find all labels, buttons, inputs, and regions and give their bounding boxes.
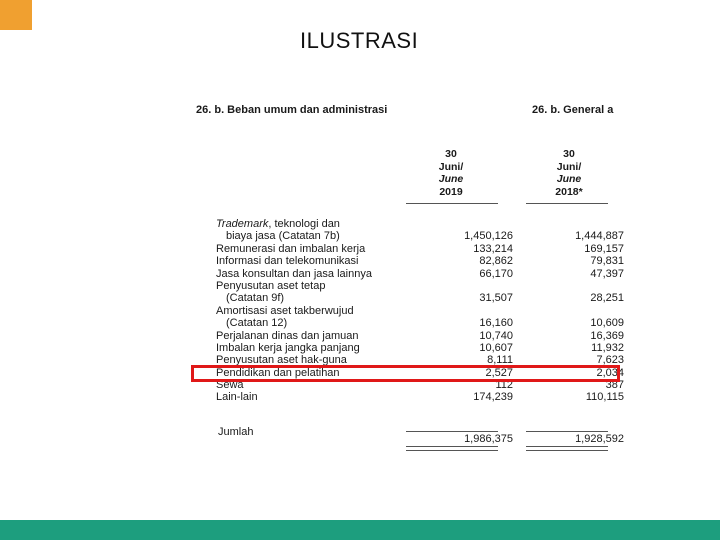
- total-value-2018: 1,928,592: [575, 433, 624, 445]
- table-row: [216, 342, 636, 354]
- row-label: (Catatan 12): [226, 317, 288, 330]
- column-header-line: June: [556, 173, 582, 185]
- note-heading-indonesian: 26. b. Beban umum dan administrasi: [196, 104, 388, 116]
- column-header-year: 2018*: [555, 185, 583, 198]
- column-header-year: 2019: [439, 185, 463, 198]
- table-row: [216, 268, 636, 280]
- table-row: [216, 317, 636, 329]
- value-2018: 169,157: [584, 242, 624, 255]
- total-value-2019: 1,986,375: [464, 433, 513, 445]
- value-2019: 82,862: [479, 255, 513, 268]
- column-header-line: Juni/: [438, 160, 464, 173]
- value-2019: 66,170: [479, 267, 513, 280]
- header-rule: [406, 203, 498, 204]
- table-row: [216, 391, 636, 403]
- value-2018: 47,397: [590, 267, 624, 280]
- value-2018: 28,251: [590, 292, 624, 305]
- value-2019: 10,740: [479, 329, 513, 342]
- row-label: Informasi dan telekomunikasi: [216, 255, 359, 268]
- table-row: [216, 243, 636, 255]
- value-2019: 133,214: [473, 242, 513, 255]
- total-double-rule: [526, 446, 608, 451]
- column-header-line: June: [438, 173, 464, 185]
- financial-statement-excerpt: [196, 104, 636, 454]
- table-row: [216, 280, 636, 292]
- value-2018: 2,034: [596, 366, 624, 379]
- row-label: Lain-lain: [216, 391, 258, 404]
- total-label: Jumlah: [218, 426, 254, 438]
- row-label: Sewa: [216, 379, 244, 392]
- row-label: Perjalanan dinas dan jamuan: [216, 329, 359, 342]
- footer-bar: [0, 520, 720, 540]
- corner-accent: [0, 0, 32, 30]
- value-2018: 387: [605, 379, 624, 392]
- value-2019: 2,527: [485, 366, 513, 379]
- value-2018: 1,444,887: [575, 230, 624, 243]
- total-double-rule: [406, 446, 498, 451]
- row-label: Amortisasi aset takberwujud: [216, 304, 354, 317]
- row-label: [216, 218, 340, 230]
- row-label: Pendidikan dan pelatihan: [216, 366, 340, 379]
- value-2018: 11,932: [591, 341, 624, 354]
- header-rule: [526, 203, 608, 204]
- value-2018: 79,831: [590, 255, 624, 268]
- value-2019: 10,607: [479, 341, 513, 354]
- value-2018: 110,115: [585, 391, 624, 404]
- row-label-italic: Trademark: [216, 218, 269, 230]
- row-label-rest: , teknologi dan: [268, 218, 340, 230]
- column-header-2018: [524, 148, 614, 198]
- table-row: [216, 230, 636, 242]
- value-2018: 7,623: [596, 354, 624, 367]
- column-header-line: 30: [445, 148, 457, 160]
- row-label: Imbalan kerja jangka panjang: [216, 341, 360, 354]
- row-label: Penyusutan aset hak-guna: [216, 354, 347, 367]
- row-label: Jasa konsultan dan jasa lainnya: [216, 267, 372, 280]
- row-label: biaya jasa (Catatan 7b): [226, 230, 340, 243]
- value-2019: 112: [495, 379, 513, 392]
- value-2019: 8,111: [487, 354, 513, 367]
- column-header-2019: [406, 148, 496, 198]
- highlight-box-rou-depreciation: [191, 365, 620, 382]
- value-2019: 16,160: [479, 317, 513, 330]
- row-label: (Catatan 9f): [226, 292, 285, 305]
- value-2019: 1,450,126: [464, 230, 513, 243]
- table-row: [216, 305, 636, 317]
- value-2018: 16,369: [590, 329, 624, 342]
- column-header-line: Juni/: [556, 160, 582, 173]
- row-label: Remunerasi dan imbalan kerja: [216, 242, 366, 255]
- note-heading-english: 26. b. General a: [532, 104, 614, 116]
- row-label: Penyusutan aset tetap: [216, 279, 326, 292]
- table-row: [216, 330, 636, 342]
- value-2019: 174,239: [473, 391, 513, 404]
- table-row: [216, 218, 636, 230]
- total-row: [216, 426, 636, 446]
- column-header-line: 30: [563, 148, 575, 160]
- table-row: [216, 292, 636, 304]
- value-2018: 10,609: [590, 317, 624, 330]
- table-row: [216, 255, 636, 267]
- slide-title: ILUSTRASI: [300, 28, 419, 53]
- value-2019: 31,507: [479, 292, 513, 305]
